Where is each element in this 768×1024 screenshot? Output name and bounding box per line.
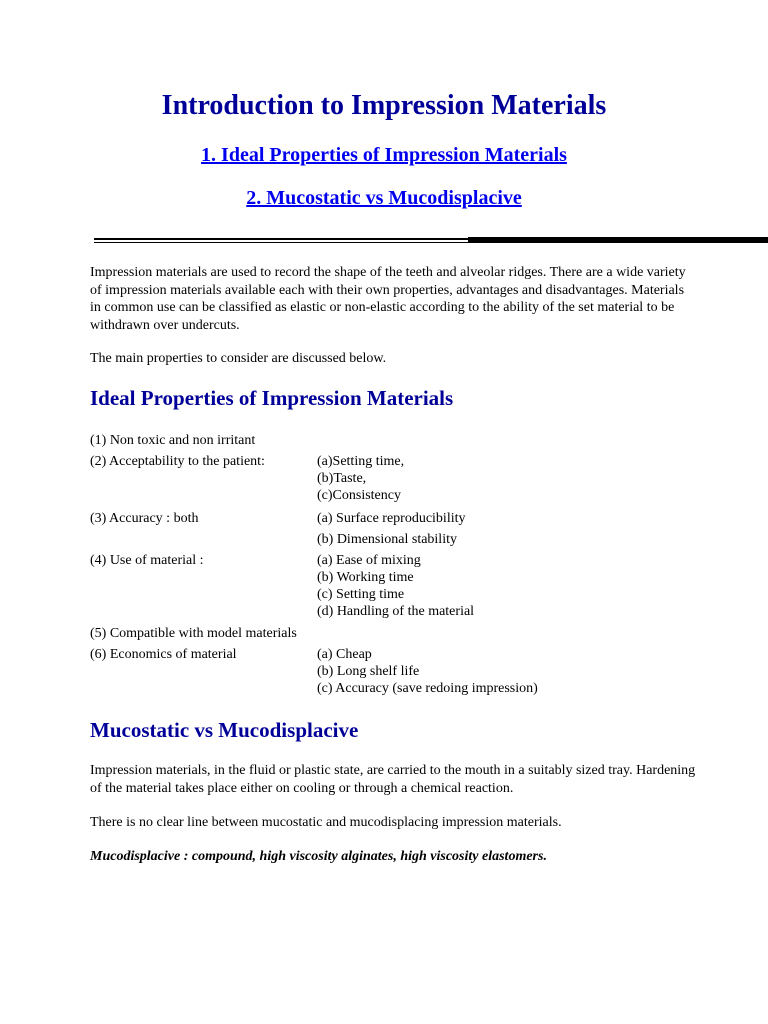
property-subitems bbox=[317, 646, 538, 697]
property-label: (3) Accuracy : both bbox=[90, 511, 199, 526]
property-subitem: (a)Setting time, bbox=[317, 454, 405, 469]
section-heading-ideal-properties: Ideal Properties of Impression Materials bbox=[90, 386, 454, 410]
property-subitem: (b) Long shelf life bbox=[317, 664, 420, 679]
divider-rule bbox=[94, 238, 468, 240]
toc-link-ideal-properties[interactable]: 1. Ideal Properties of Impression Materials bbox=[201, 144, 567, 166]
divider-rule-thick bbox=[468, 237, 768, 243]
divider-rule-lower bbox=[94, 242, 468, 243]
property-subitem: (b) Working time bbox=[317, 570, 414, 585]
property-subitem: (b)Taste, bbox=[317, 471, 367, 486]
property-subitems bbox=[317, 552, 474, 620]
main-properties-paragraph: The main properties to consider are discussed below. bbox=[90, 351, 387, 366]
property-label: (6) Economics of material bbox=[90, 647, 237, 662]
property-subitem: (b) Dimensional stability bbox=[317, 532, 457, 547]
mucodisplacive-note: Mucodisplacive : compound, high viscosity alginates, high viscosity elastomers. bbox=[90, 849, 547, 864]
page-title: Introduction to Impression Materials bbox=[161, 90, 607, 121]
property-subitem: (c) Setting time bbox=[317, 587, 405, 602]
property-label: (4) Use of material : bbox=[90, 553, 204, 568]
property-subitem: (a) Surface reproducibility bbox=[317, 511, 466, 526]
property-label: (1) Non toxic and non irritant bbox=[90, 433, 256, 448]
toc-link-mucostatic[interactable]: 2. Mucostatic vs Mucodisplacive bbox=[246, 187, 522, 209]
property-subitems bbox=[317, 453, 404, 504]
intro-paragraph: Impression materials are used to record the shape of the teeth and alveolar ridges. There are a wide variety of impression materials available each with their own properties, advantages and disadvantages. Materials in common use can be classified as elastic or non-elastic according to the ability of the set material to be withdrawn over undercuts. bbox=[90, 265, 686, 333]
property-subitem: (a) Cheap bbox=[317, 647, 372, 662]
property-subitems bbox=[317, 510, 466, 527]
property-subitem: (c)Consistency bbox=[317, 488, 401, 503]
section-heading-mucostatic: Mucostatic vs Mucodisplacive bbox=[90, 718, 359, 742]
property-label: (5) Compatible with model materials bbox=[90, 626, 297, 641]
property-subitems bbox=[317, 531, 457, 548]
property-subitem: (a) Ease of mixing bbox=[317, 553, 421, 568]
property-subitem: (c) Accuracy (save redoing impression) bbox=[317, 681, 538, 696]
mucostatic-paragraph-1: Impression materials, in the fluid or plastic state, are carried to the mouth in a suitably sized tray. Hardening of the material takes place either on cooling or through a chemical reaction. bbox=[90, 763, 696, 796]
property-subitem: (d) Handling of the material bbox=[317, 604, 475, 619]
mucostatic-paragraph-2: There is no clear line between mucostatic and mucodisplacing impression materials. bbox=[90, 815, 562, 830]
property-label: (2) Acceptability to the patient: bbox=[90, 454, 265, 469]
